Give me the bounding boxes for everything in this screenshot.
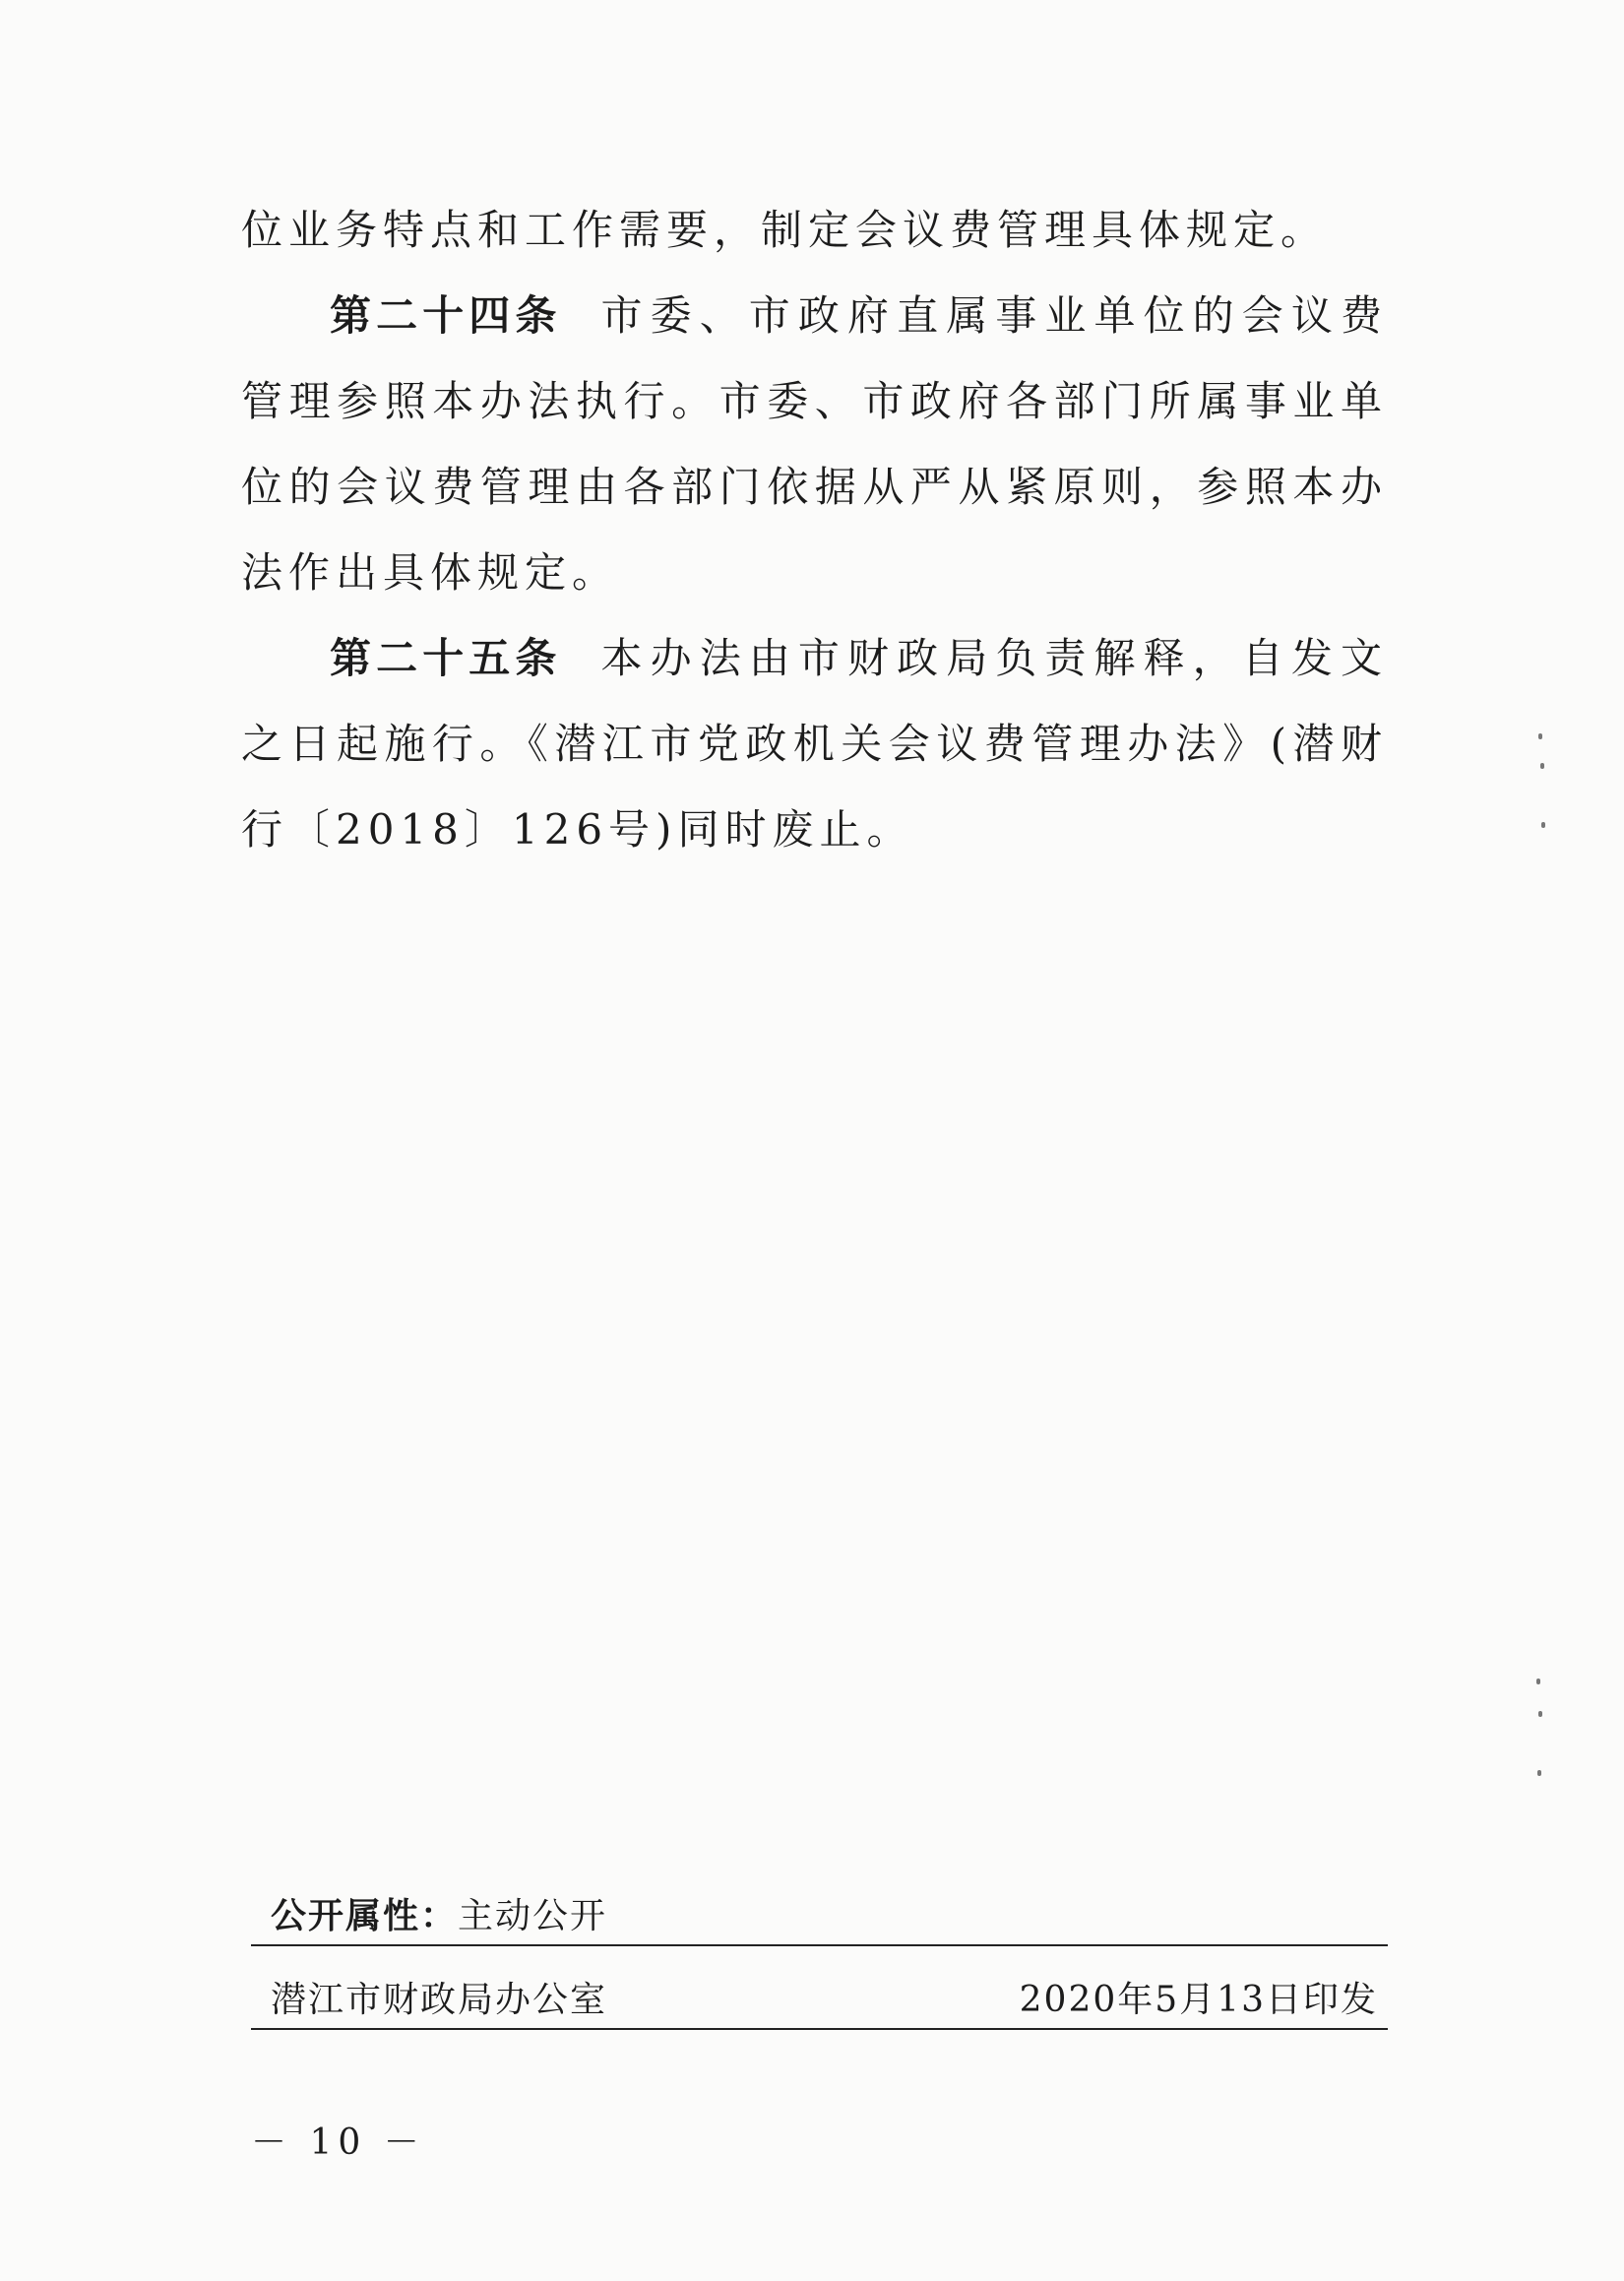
- disclosure-label: 公开属性：: [271, 1896, 459, 1936]
- disclosure-value: 主动公开: [458, 1896, 608, 1936]
- scan-dot: [1536, 1679, 1540, 1684]
- page-number: － 10 －: [251, 2123, 425, 2163]
- article-25-paragraph: [241, 615, 1388, 872]
- scan-dot: [1538, 733, 1542, 739]
- scan-dot: [1540, 763, 1544, 769]
- article-24-text: 市委、市政府直属事业单位的会议费管理参照本办法执行。市委、市政府各部门所属事业单位的会议费管理由各部门依据从严从紧原则，参照本办法作出具体规定。: [241, 291, 1388, 597]
- paragraph-continuation: [241, 187, 1388, 273]
- issue-date: 2020年5月13日印发: [1019, 1980, 1378, 2020]
- disclosure-info: [271, 1888, 607, 1938]
- article-25-text: 本办法由市财政局负责解释，自发文之日起施行。《潜江市党政机关会议费管理办法》(潜财行〔2018〕126号)同时废止。: [241, 634, 1388, 854]
- scan-dot: [1537, 1770, 1541, 1776]
- article-25-number: 第二十五条: [330, 634, 562, 682]
- document-body: [241, 187, 1388, 872]
- continuation-text: 位业务特点和工作需要，制定会议费管理具体规定。: [241, 206, 1329, 254]
- article-24-paragraph: [241, 273, 1388, 615]
- issuer-row: [251, 1969, 1388, 2030]
- article-24-number: 第二十四条: [330, 291, 562, 340]
- issuer-name: 潜江市财政局办公室: [271, 1980, 608, 2020]
- scan-dot: [1541, 822, 1545, 828]
- scan-dot: [1538, 1711, 1542, 1717]
- disclosure-row: [251, 1885, 1388, 1946]
